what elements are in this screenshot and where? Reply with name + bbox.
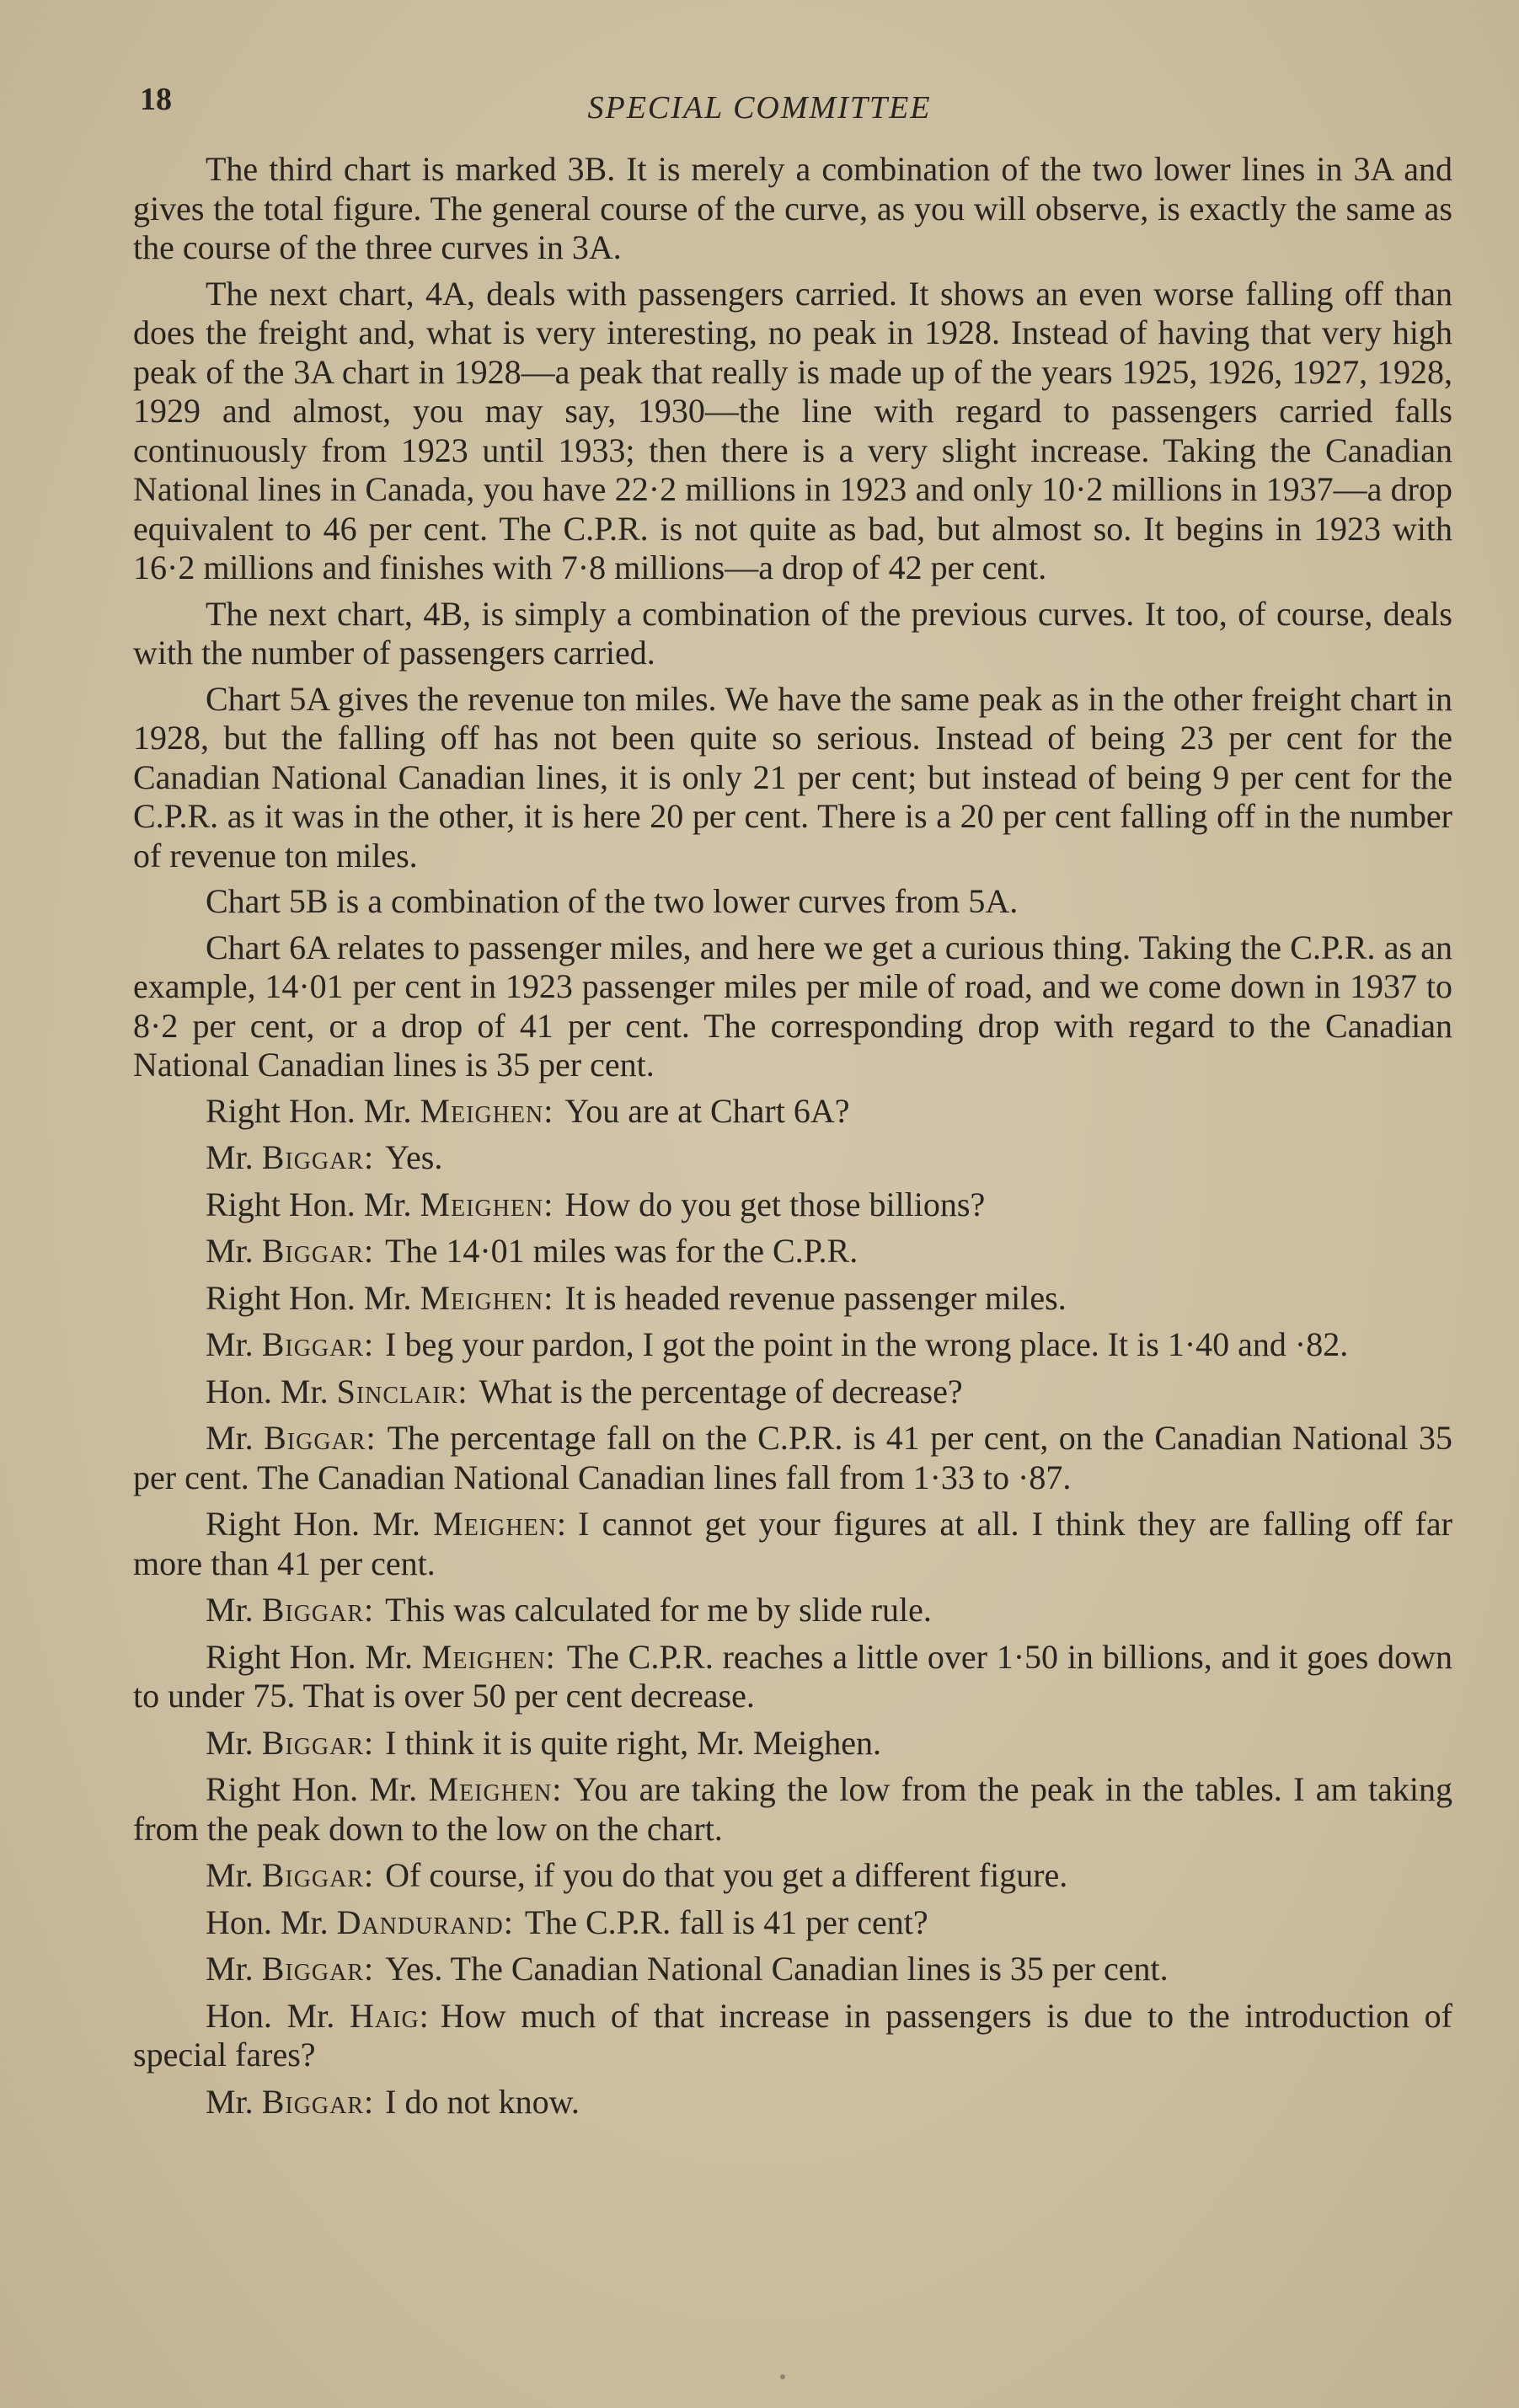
speaker-name: Meighen [428, 1770, 553, 1808]
speech: Right Hon. Mr. Meighen: It is headed revenue passenger miles. [206, 1278, 1067, 1317]
speech-text: How much of that increase in passengers is due to the introduction of special fares? [133, 1996, 1452, 2074]
speaker-title: Mr. [206, 1232, 254, 1270]
speaker-title: Mr. [206, 2082, 254, 2121]
speaker-title: Right Hon. Mr. [206, 1185, 412, 1223]
speaker-name: Meighen [433, 1505, 557, 1543]
speech-text: Of course, if you do that you get a different figure. [385, 1856, 1068, 1894]
speaker-title: Mr. [206, 1419, 254, 1457]
speaker-name: Biggar [261, 1232, 365, 1270]
paragraph: The next chart, 4A, deals with passengers carried. It shows an even worse falling off than does the freight and, what is very interesting, no peak in 1928. Instead of having that very high peak of the 3A chart in 1928—a peak that really is made up of the years 1925, 1926, 1927, 1928, 1929 and almost, you may say, 1930—the line with regard to passengers carried falls continuously from 1923 until 1933; then there is a very slight increase. Taking the Canadian National lines in Canada, you have 22·2 millions in 1923 and only 10·2 millions in 1937—a drop equivalent to 46 per cent. The C.P.R. is not quite as bad, but almost so. It begins in 1923 with 16·2 millions and finishes with 7·8 millions—a drop of 42 per cent. [133, 274, 1452, 586]
speech-text: The 14·01 miles was for the C.P.R. [385, 1232, 858, 1270]
speech-text: It is headed revenue passenger miles. [564, 1278, 1067, 1317]
speaker-name: Sinclair [336, 1372, 458, 1410]
speaker-name: Dandurand [336, 1902, 504, 1941]
speech: Mr. Biggar: Of course, if you do that you get a different figure. [206, 1856, 1068, 1894]
speech: Mr. Biggar: The percentage fall on the C.P.R. is 41 per cent, on the Canadian National 35 per cent. The Canadian National Canadian lines fall from 1·33 to ·87. [133, 1419, 1452, 1496]
speaker-title: Right Hon. Mr. [206, 1637, 414, 1676]
speaker-name: Haig [350, 1996, 420, 2035]
body-text [133, 150, 1452, 2129]
speech: Right Hon. Mr. Meighen: The C.P.R. reaches a little over 1·50 in billions, and it goes down to under 75. That is over 50 per cent decrease. [133, 1637, 1452, 1715]
speech: Right Hon. Mr. Meighen: You are at Chart 6A? [206, 1091, 850, 1130]
speaker-name: Meighen [421, 1637, 546, 1676]
running-head: SPECIAL COMMITTEE [587, 90, 932, 126]
speech: Mr. Biggar: Yes. The Canadian National Canadian lines is 35 per cent. [206, 1950, 1169, 1988]
speaker-name: Biggar [261, 1723, 365, 1762]
speaker-title: Hon. Mr. [206, 1996, 335, 2035]
speech-text: How do you get those billions? [564, 1185, 986, 1223]
speech: Mr. Biggar: I do not know. [206, 2082, 580, 2121]
speech-text: What is the percentage of decrease? [479, 1372, 963, 1410]
page-number: 18 [140, 82, 172, 117]
speech: Right Hon. Mr. Meighen: You are taking the low from the peak in the tables. I am taking from the peak down to the low on the chart. [133, 1770, 1452, 1848]
speaker-name: Biggar [261, 1325, 365, 1363]
speaker-title: Mr. [206, 1138, 254, 1176]
paragraph: The next chart, 4B, is simply a combination of the previous curves. It too, of course, deals with the number of passengers carried. [133, 594, 1452, 672]
paragraph: Chart 6A relates to passenger miles, and here we get a curious thing. Taking the C.P.R. as an example, 14·01 per cent in 1923 passenger miles per mile of road, and we come down in 1937 to 8·2 per cent, or a drop of 41 per cent. The corresponding drop with regard to the Canadian National Canadian lines is 35 per cent. [133, 928, 1452, 1084]
speaker-title: Mr. [206, 1950, 254, 1988]
speaker-title: Right Hon. Mr. [206, 1278, 412, 1317]
speaker-name: Biggar [261, 2082, 365, 2121]
speech: Hon. Mr. Sinclair: What is the percentage of decrease? [206, 1372, 963, 1410]
speech-text: You are at Chart 6A? [564, 1091, 850, 1130]
speaker-name: Biggar [261, 1950, 365, 1988]
speech: Mr. Biggar: The 14·01 miles was for the C.P.R. [206, 1232, 858, 1270]
speaker-title: Right Hon. Mr. [206, 1505, 420, 1543]
speech: Hon. Mr. Haig: How much of that increase in passengers is due to the introduction of special fares? [133, 1996, 1452, 2074]
speech: Mr. Biggar: I think it is quite right, Mr. Meighen. [206, 1723, 882, 1762]
speech: Mr. Biggar: This was calculated for me by slide rule. [206, 1591, 932, 1629]
paper-speck [780, 2374, 785, 2379]
speech: Hon. Mr. Dandurand: The C.P.R. fall is 41 per cent? [206, 1902, 928, 1941]
speech-text: This was calculated for me by slide rule. [385, 1591, 932, 1629]
speech-text: I think it is quite right, Mr. Meighen. [385, 1723, 882, 1762]
speaker-title: Mr. [206, 1325, 254, 1363]
speaker-name: Biggar [261, 1591, 365, 1629]
speech: Right Hon. Mr. Meighen: I cannot get your figures at all. I think they are falling off far more than 41 per cent. [133, 1505, 1452, 1582]
speaker-name: Biggar [264, 1419, 366, 1457]
speech-text: Yes. [385, 1138, 443, 1176]
speech: Mr. Biggar: I beg your pardon, I got the point in the wrong place. It is 1·40 and ·82. [206, 1325, 1349, 1363]
speech-text: I cannot get your figures at all. I think they are falling off far more than 41 per cent. [133, 1505, 1452, 1582]
speech-text: I beg your pardon, I got the point in the wrong place. It is 1·40 and ·82. [385, 1325, 1349, 1363]
speaker-name: Meighen [420, 1185, 544, 1223]
speaker-title: Hon. Mr. [206, 1372, 329, 1410]
speaker-title: Mr. [206, 1856, 254, 1894]
speaker-title: Right Hon. Mr. [206, 1770, 418, 1808]
speaker-name: Biggar [261, 1856, 365, 1894]
paragraph: Chart 5B is a combination of the two lower curves from 5A. [206, 882, 1019, 920]
speech: Right Hon. Mr. Meighen: How do you get those billions? [206, 1185, 986, 1223]
paragraph: The third chart is marked 3B. It is merely a combination of the two lower lines in 3A and gives the total figure. The general course of the curve, as you will observe, is exactly the same as the course of the three curves in 3A. [133, 150, 1452, 266]
speaker-name: Meighen [420, 1278, 544, 1317]
speaker-name: Biggar [261, 1138, 365, 1176]
speech-text: You are taking the low from the peak in the tables. I am taking from the peak down to the low on the chart. [133, 1770, 1452, 1848]
speech-text: The C.P.R. reaches a little over 1·50 in billions, and it goes down to under 75. That is over 50 per cent decrease. [133, 1637, 1452, 1715]
speech-text: I do not know. [385, 2082, 580, 2121]
speaker-title: Hon. Mr. [206, 1902, 329, 1941]
speaker-title: Mr. [206, 1723, 254, 1762]
paragraph: Chart 5A gives the revenue ton miles. We have the same peak as in the other freight chart in 1928, but the falling off has not been quite so serious. Instead of being 23 per cent for the Canadian National Canadian lines, it is only 21 per cent; but instead of being 9 per cent for the C.P.R. as it was in the other, it is here 20 per cent. There is a 20 per cent falling off in the number of revenue ton miles. [133, 679, 1452, 875]
speaker-title: Mr. [206, 1591, 254, 1629]
speaker-name: Meighen [420, 1091, 544, 1130]
speech-text: Yes. The Canadian National Canadian lines is 35 per cent. [385, 1950, 1169, 1988]
speech-text: The percentage fall on the C.P.R. is 41 per cent, on the Canadian National 35 per cent. The Canadian National Canadian lines fall from 1·33 to ·87. [133, 1419, 1452, 1496]
speech-text: The C.P.R. fall is 41 per cent? [524, 1902, 928, 1941]
speech: Mr. Biggar: Yes. [206, 1138, 443, 1176]
speaker-title: Right Hon. Mr. [206, 1091, 412, 1130]
